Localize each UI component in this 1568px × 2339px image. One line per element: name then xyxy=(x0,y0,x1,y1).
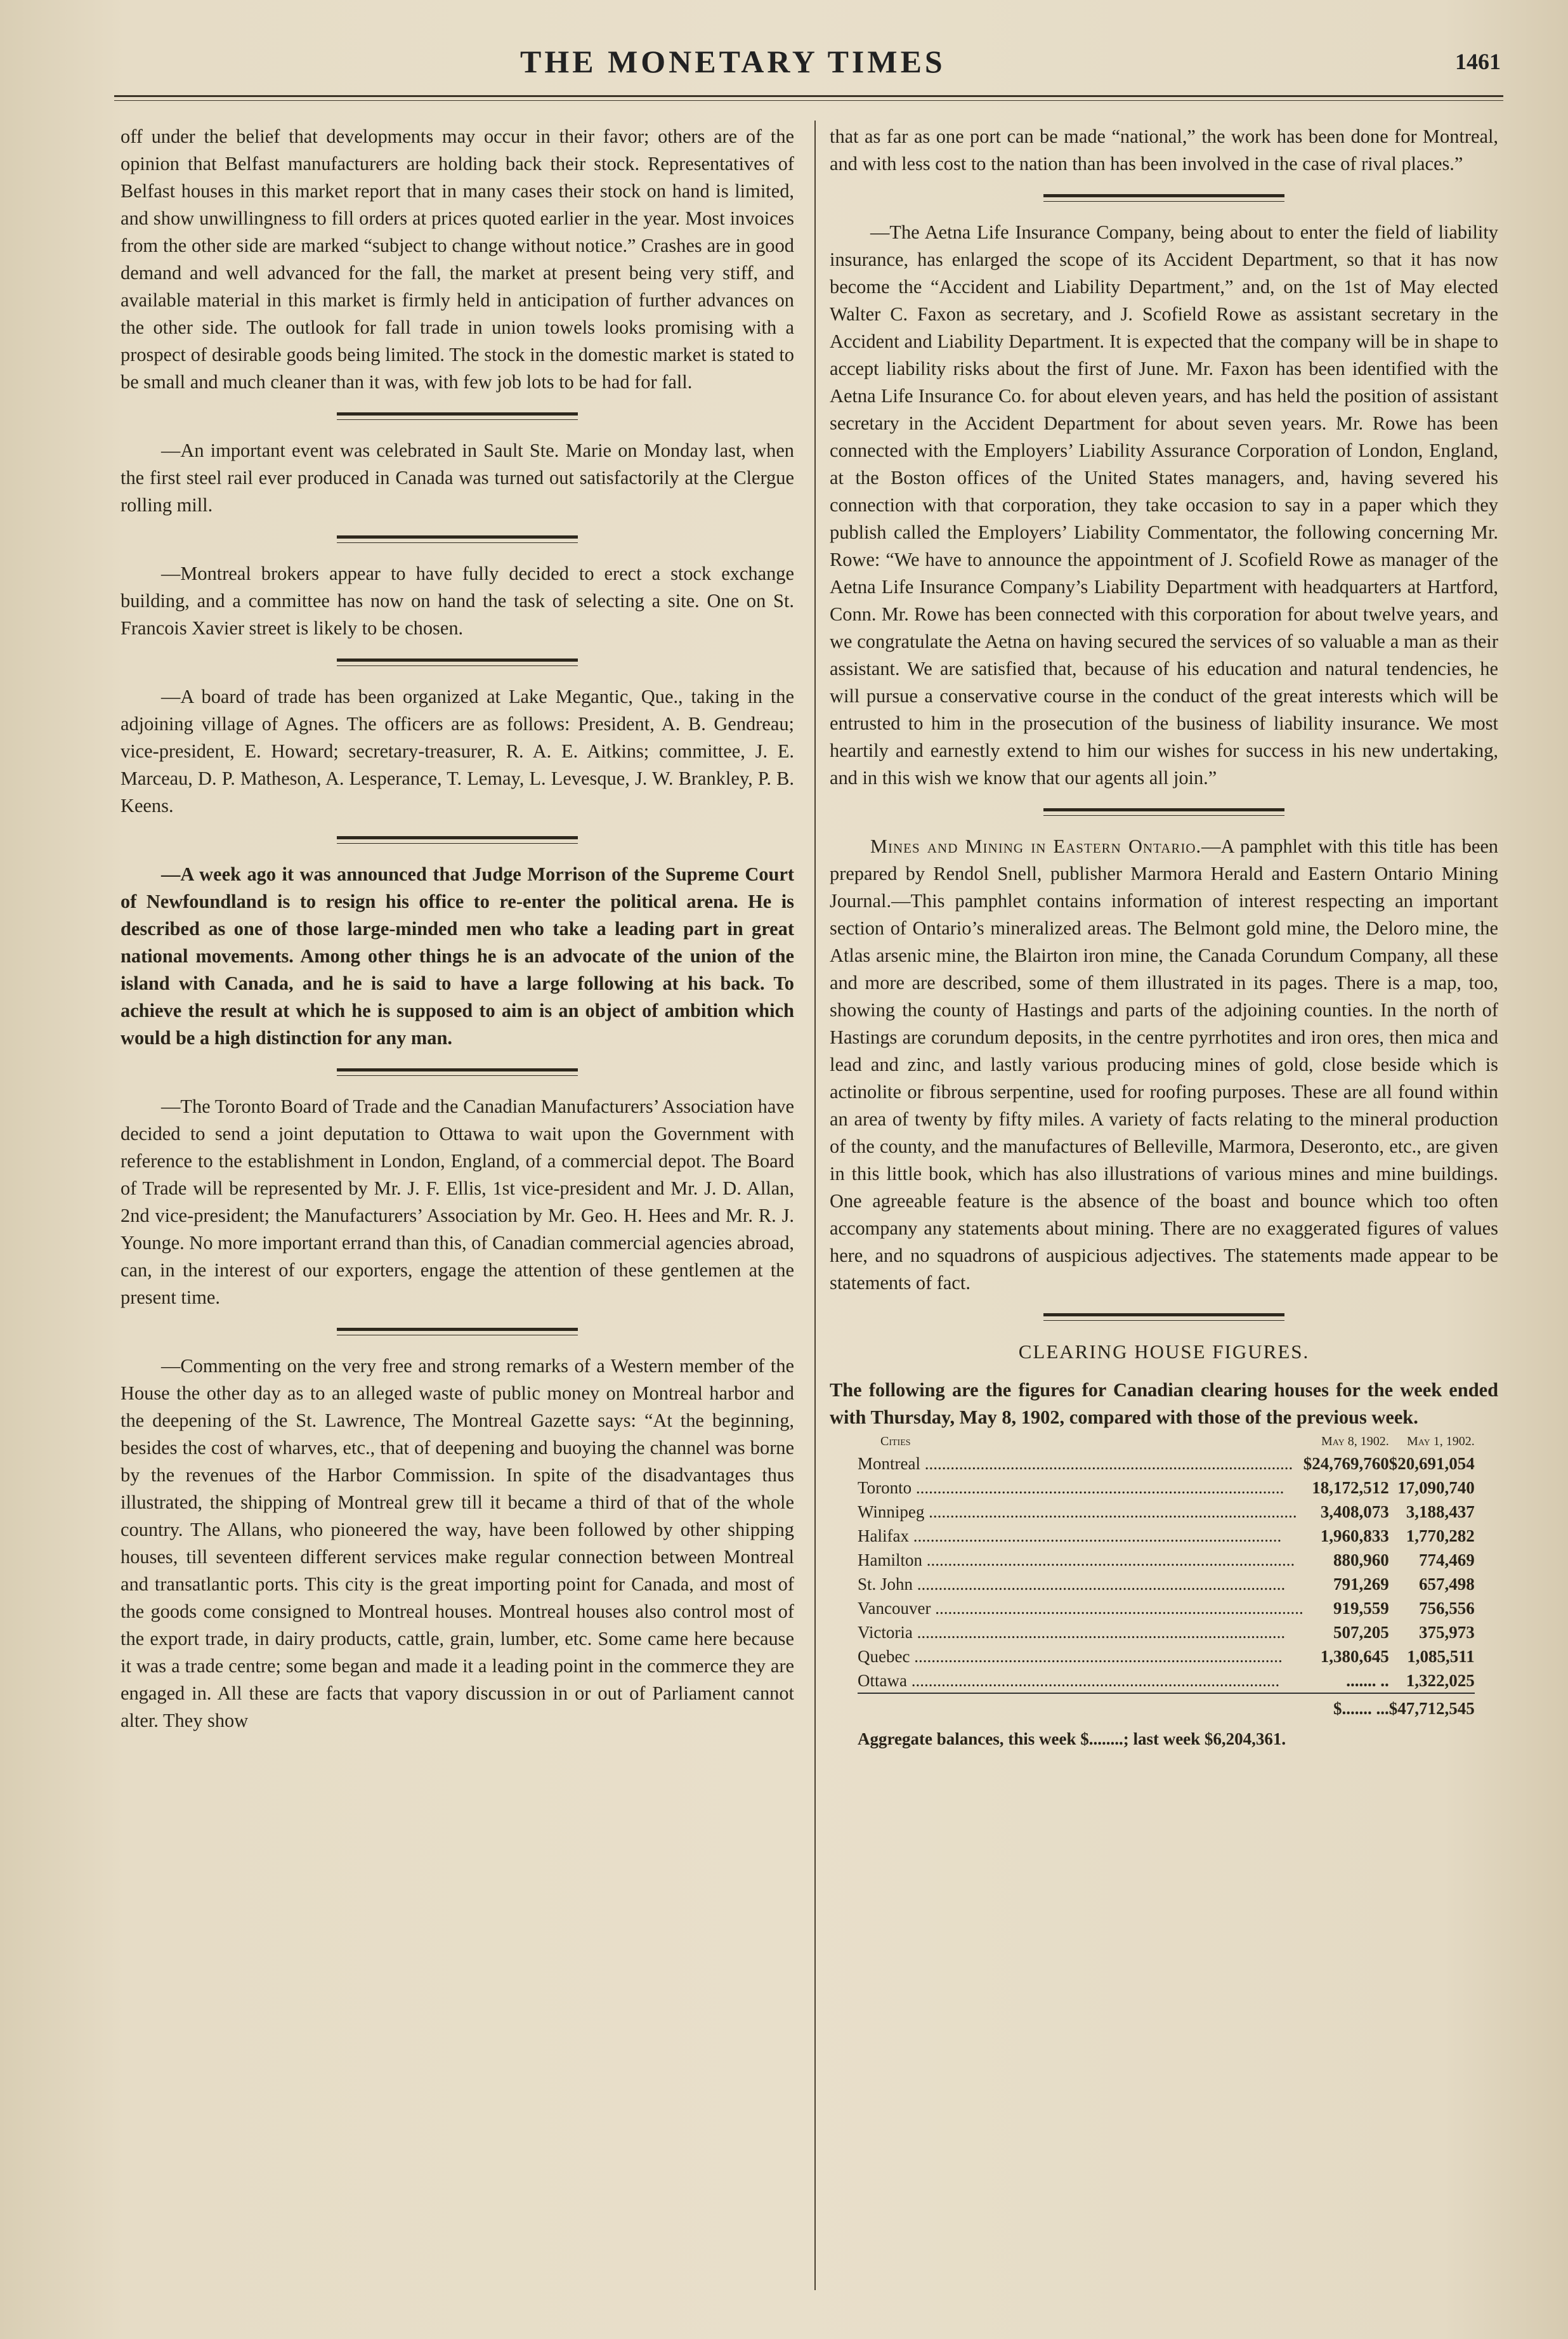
article-separator xyxy=(337,412,578,416)
value-may8: 1,380,645 xyxy=(1320,1647,1389,1666)
article-separator xyxy=(337,1068,578,1071)
value-may8: ....... .. xyxy=(1346,1671,1389,1690)
value-may8: 507,205 xyxy=(1333,1623,1389,1642)
aggregate-balances: Aggregate balances, this week $........; last week $6,204,361. xyxy=(858,1729,1286,1748)
value-may8: 791,269 xyxy=(1333,1575,1389,1594)
article-stock-exchange: —Montreal brokers appear to have fully decided to erect a stock exchange building, and a committee has now on hand the task of selecting a site. One on St. Francois Xavier street is likely to be chosen. xyxy=(121,563,794,639)
article-separator xyxy=(337,535,578,539)
value-may1: 1,085,511 xyxy=(1407,1647,1475,1666)
header-rule xyxy=(114,95,1503,97)
col-header-may1: May 1, 1902. xyxy=(1406,1434,1475,1448)
clearing-house-title: CLEARING HOUSE FIGURES. xyxy=(1018,1340,1310,1363)
city-name: Vancouver ..... xyxy=(858,1596,1303,1620)
city-name: Ottawa ..... xyxy=(858,1668,1303,1693)
table-row xyxy=(858,1620,1475,1644)
totals-spacer xyxy=(858,1693,1303,1720)
page-number: 1461 xyxy=(1455,49,1501,74)
col-header-may8: May 8, 1902. xyxy=(1321,1434,1389,1448)
city-name: Halifax ..... xyxy=(858,1524,1303,1548)
value-may1: 1,770,282 xyxy=(1406,1526,1475,1545)
value-may8: 1,960,833 xyxy=(1320,1526,1389,1545)
value-may1: $20,691,054 xyxy=(1388,1454,1475,1473)
column-divider xyxy=(814,121,816,2290)
city-name: Victoria ..... xyxy=(858,1620,1303,1644)
header-rule-thin xyxy=(114,100,1503,101)
value-may1: 3,188,437 xyxy=(1406,1502,1475,1521)
value-may8: $24,769,760 xyxy=(1303,1454,1389,1473)
table-row xyxy=(858,1451,1475,1476)
table-row xyxy=(858,1476,1475,1500)
value-may1: 657,498 xyxy=(1418,1575,1475,1594)
totals-row xyxy=(858,1693,1475,1720)
article-judge-morrison: —A week ago it was announced that Judge Morrison of the Supreme Court of Newfoundland is to resign his office to re-enter the political arena. He is described as one of those large-minded men who take a leading part in great national movements. Among other things he is an advocate of the union of the island with Canada, and he is said to have a large following at his back. To achieve the result at which he is supposed to aim is an object of ambition which would be a high distinction for any man. xyxy=(121,863,794,1049)
city-name: St. John ..... xyxy=(858,1572,1303,1596)
city-name: Quebec ..... xyxy=(858,1644,1303,1668)
article-mines-ontario xyxy=(830,833,1498,1297)
value-may1: 375,973 xyxy=(1418,1623,1475,1642)
article-separator xyxy=(337,1328,578,1331)
city-name: Hamilton ..... xyxy=(858,1548,1303,1572)
total-may8: $....... ... xyxy=(1303,1693,1389,1720)
page-header xyxy=(114,43,1503,88)
article-mines-heading: Mines and Mining in Eastern Ontario. xyxy=(870,835,1202,857)
article-separator xyxy=(337,836,578,839)
clearing-house-table xyxy=(858,1431,1475,1720)
table-row xyxy=(858,1668,1475,1693)
masthead: THE MONETARY TIMES xyxy=(520,44,946,79)
article-steel-rail: —An important event was celebrated in Sault Ste. Marie on Monday last, when the first steel rail ever produced in Canada was turned out satisfactorily at the Clergue rolling mill. xyxy=(121,440,794,516)
value-may1: 1,322,025 xyxy=(1406,1671,1475,1690)
value-may1: 17,090,740 xyxy=(1397,1478,1475,1497)
value-may8: 3,408,073 xyxy=(1320,1502,1389,1521)
total-may1: $47,712,545 xyxy=(1389,1693,1475,1720)
value-may8: 880,960 xyxy=(1333,1550,1389,1569)
value-may1: 774,469 xyxy=(1418,1550,1475,1569)
article-montreal-harbor-cont: that as far as one port can be made “national,” the work has been done for Montreal, and with less cost to the nation than has been involved in the case of rival places.” xyxy=(830,126,1498,174)
table-row xyxy=(858,1524,1475,1548)
table-row xyxy=(858,1596,1475,1620)
table-row xyxy=(858,1548,1475,1572)
article-deputation: —The Toronto Board of Trade and the Canadian Manufacturers’ Association have decided to send a joint deputation to Ottawa to wait upon the Government with reference to the establishment in London, England, of a commercial depot. The Board of Trade will be represented by Mr. J. F. Ellis, 1st vice-president and Mr. J. D. Allan, 2nd vice-president; the Manufacturers’ Association by Mr. Geo. H. Hees and Mr. R. J. Younge. No more important errand than this, of Canadian commercial agencies abroad, can, in the interest of our exporters, engage the attention of these gentlemen at the present time. xyxy=(121,1096,794,1308)
table-row xyxy=(858,1644,1475,1668)
city-name: Montreal ..... xyxy=(858,1451,1303,1476)
left-column xyxy=(121,123,794,1734)
article-montreal-harbor: —Commenting on the very free and strong remarks of a Western member of the House the other day as to an alleged waste of public money on Montreal harbor and the deepening of the St. Lawrence, The Montreal Gazette says: “At the beginning, besides the cost of wharves, etc., that of deepening and buoying the channel was borne by the revenues of the Harbor Commission. In spite of the disadvantages thus illustrated, the shipping of Montreal grew till it became a third of that of the whole country. The Allans, who pioneered the way, have been followed by other shipping houses, till seventeen different services make regular connection between Montreal and transatlantic ports. This city is the great importing point for Canada, and most of the goods come consigned to Montreal houses. Montreal houses also control most of the export trade, in dairy products, cattle, grain, lumber, etc. Some came here because it was a trade centre; some began and made it a leading point in the commerce they are engaged in. All these are facts that vapory discussion in or out of Parliament cannot alter. They show xyxy=(121,1355,794,1731)
value-may1: 756,556 xyxy=(1418,1599,1475,1618)
article-separator xyxy=(1043,808,1284,811)
article-separator xyxy=(1043,1313,1284,1316)
table-row xyxy=(858,1572,1475,1596)
article-belfast-linens: off under the belief that developments may occur in their favor; others are of the opinion that Belfast manufacturers are holding back their stock. Representatives of Belfast houses in this market report that in many cases their stock on hand is limited, and show unwillingness to fill orders at prices quoted earlier in the year. Most invoices from the other side are marked “subject to change without notice.” Crashes are in good demand and well advanced for the fall, the market at present being very stiff, and available material in this market is firmly held in anticipation of further advances on the other side. The outlook for fall trade in union towels looks promising with a prospect of desirable goods being limited. The stock in the domestic market is stated to be small and much cleaner than it was, with few job lots to be had for fall. xyxy=(121,126,794,393)
city-name: Winnipeg ..... xyxy=(858,1500,1303,1524)
article-board-of-trade: —A board of trade has been organized at Lake Megantic, Que., taking in the adjoining village of Agnes. The officers are as follows: President, A. B. Gendreau; vice-president, E. Howard; secretary-treasurer, R. A. E. Aitkins; committee, J. E. Marceau, D. P. Matheson, A. Lesperance, T. Lemay, L. Levesque, J. W. Brankley, P. B. Keens. xyxy=(121,686,794,816)
article-aetna-life: —The Aetna Life Insurance Company, being about to enter the field of liability insurance, has enlarged the scope of its Accident Department, so that it has now become the “Accident and Liability Department,” and, on the 1st of May elected Walter C. Faxon as secretary, and J. Scofield Rowe as assistant secretary in the Accident and Liability Department. It is expected that the company will be in shape to accept liability risks about the first of June. Mr. Faxon has been identified with the Aetna Life Insurance Co. for about eleven years, and has held the position of assistant secretary in the Accident Department for about seven years. Mr. Rowe has been connected with the Employers’ Liability Assurance Corporation of London, England, at the Boston offices of the United States managers, and, having severed his connection with that corporation, they take occasion to say in a paper which they publish called the Employers’ Liability Commentator, the following concerning Mr. Rowe: “We have to announce the appointment of J. Scofield Rowe as manager of the Aetna Life Insurance Company’s Liability Department with headquarters at Hartford, Conn. Mr. Rowe has been connected with this corporation for about twelve years, and we congratulate the Aetna on having secured the services of so valuable a man as their assistant. We are satisfied that, because of his education and natural tendencies, he will pursue a conservative course in the conduct of the great interests which will be entrusted to him in the prosecution of the business of liability insurance. We most heartily and earnestly extend to him our wishes for success in his new undertaking, and in this wish we know that our agents all join.” xyxy=(830,221,1498,789)
value-may8: 18,172,512 xyxy=(1312,1478,1389,1497)
clearing-house-intro: The following are the figures for Canadian clearing houses for the week ended with Thursday, May 8, 1902, compared with those of the previous week. xyxy=(830,1379,1498,1428)
city-name: Toronto ..... xyxy=(858,1476,1303,1500)
article-separator xyxy=(337,658,578,662)
table-header-row xyxy=(858,1431,1475,1451)
right-column xyxy=(830,123,1498,1753)
table-row xyxy=(858,1500,1475,1524)
article-mines-body: —A pamphlet with this title has been prepared by Rendol Snell, publisher Marmora Herald and Eastern Ontario Mining Journal.—This pamphlet contains information of interest respecting an important section of Ontario’s mineralized areas. The Belmont gold mine, the Deloro mine, the Atlas arsenic mine, the Blairton iron mine, the Canada Corundum Company, all these and more are described, some of them illustrated in its pages. There is a map, too, showing the county of Hastings and parts of the adjoining counties. In the north of Hastings are corundum deposits, in the centre pyrrhotites and iron ores, then mica and lead and zinc, and lastly various producing mines of gold, close beside which is actinolite or fibrous serpentine, used for roofing purposes. These are all found within an area of twenty by fifty miles. A variety of facts relating to the mineral production of the county, and the manufactures of Belleville, Marmora, Deseronto, etc., are given in this little book, which has also illustrations of various mines and mine buildings. One agreeable feature is the absence of the boast and bounce which too often accompany any statements about mining. There are no exaggerated figures of values here, and no squadrons of auspicious adjectives. The statements made appear to be statements of fact. xyxy=(830,835,1499,1294)
value-may8: 919,559 xyxy=(1333,1599,1389,1618)
col-header-cities: Cities xyxy=(880,1434,911,1448)
article-separator xyxy=(1043,194,1284,197)
